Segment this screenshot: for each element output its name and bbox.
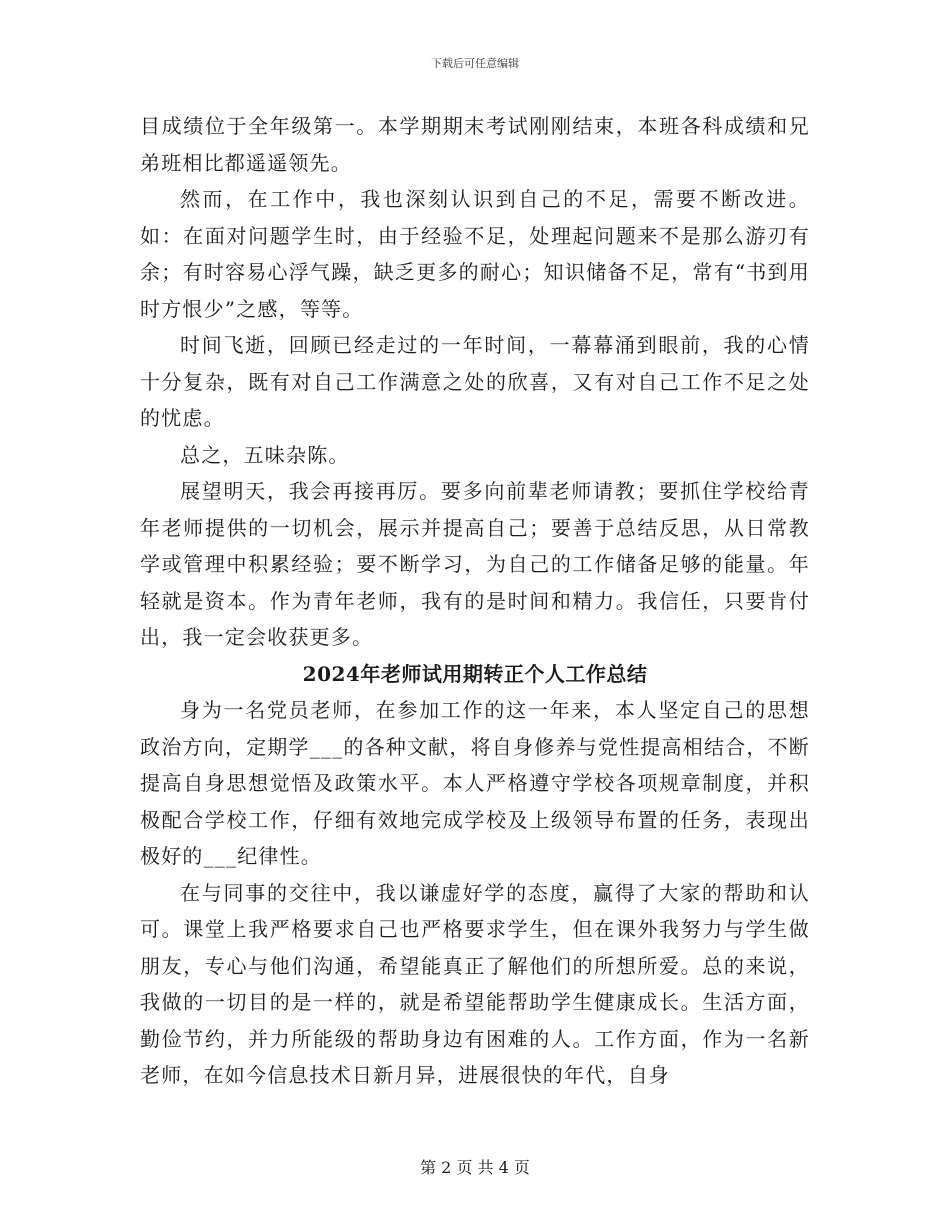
paragraph-2: 然而，在工作中，我也深刻认识到自己的不足，需要不断改进。如：在面对问题学生时，由于经验不足，处理起问题来不是那么游刃有余；有时容易心浮气躁，缺乏更多的耐心；知识储备不足，常有“书到用时方恨少”之感，等等。 (140, 187, 810, 321)
document-body (140, 108, 810, 1094)
paragraph-1: 目成绩位于全年级第一。本学期期末考试刚刚结束，本班各科成绩和兄弟班相比都遥遥领先。 (140, 114, 810, 175)
section-title: 2024年老师试用期转正个人工作总结 (302, 661, 648, 686)
paragraph-6: 身为一名党员老师，在参加工作的这一年来，本人坚定自己的思想政治方向，定期学___的各种文献，将自身修养与党性提高相结合，不断提高自身思想觉悟及政策水平。本人严格遵守学校各项规章制度，并积极配合学校工作，仔细有效地完成学校及上级领导布置的任务，表现出极好的___纪律性。 (140, 698, 810, 868)
paragraph-4: 总之，五味杂陈。 (180, 442, 350, 467)
paragraph-5: 展望明天，我会再接再厉。要多向前辈老师请教；要抓住学校给青年老师提供的一切机会，展示并提高自己；要善于总结反思，从日常教学或管理中积累经验；要不断学习，为自己的工作储备足够的能量。年轻就是资本。作为青年老师，我有的是时间和精力。我信任，只要肯付出，我一定会收获更多。 (140, 479, 810, 649)
paragraph-7: 在与同事的交往中，我以谦虚好学的态度，赢得了大家的帮助和认可。课堂上我严格要求自己也严格要求学生，但在课外我努力与学生做朋友，专心与他们沟通，希望能真正了解他们的所想所爱。总的来说，我做的一切目的是一样的，就是希望能帮助学生健康成长。生活方面，勤俭节约，并力所能级的帮助身边有困难的人。工作方面，作为一名新老师，在如今信息技术日新月异，进展很快的年代，自身 (140, 880, 810, 1087)
page-number: 第 2 页 共 4 页 (420, 1158, 530, 1177)
page-header-note: 下载后可任意编辑 (431, 57, 519, 70)
paragraph-3: 时间飞逝，回顾已经走过的一年时间，一幕幕涌到眼前，我的心情十分复杂，既有对自己工作满意之处的欣喜，又有对自己工作不足之处的忧虑。 (140, 333, 810, 430)
